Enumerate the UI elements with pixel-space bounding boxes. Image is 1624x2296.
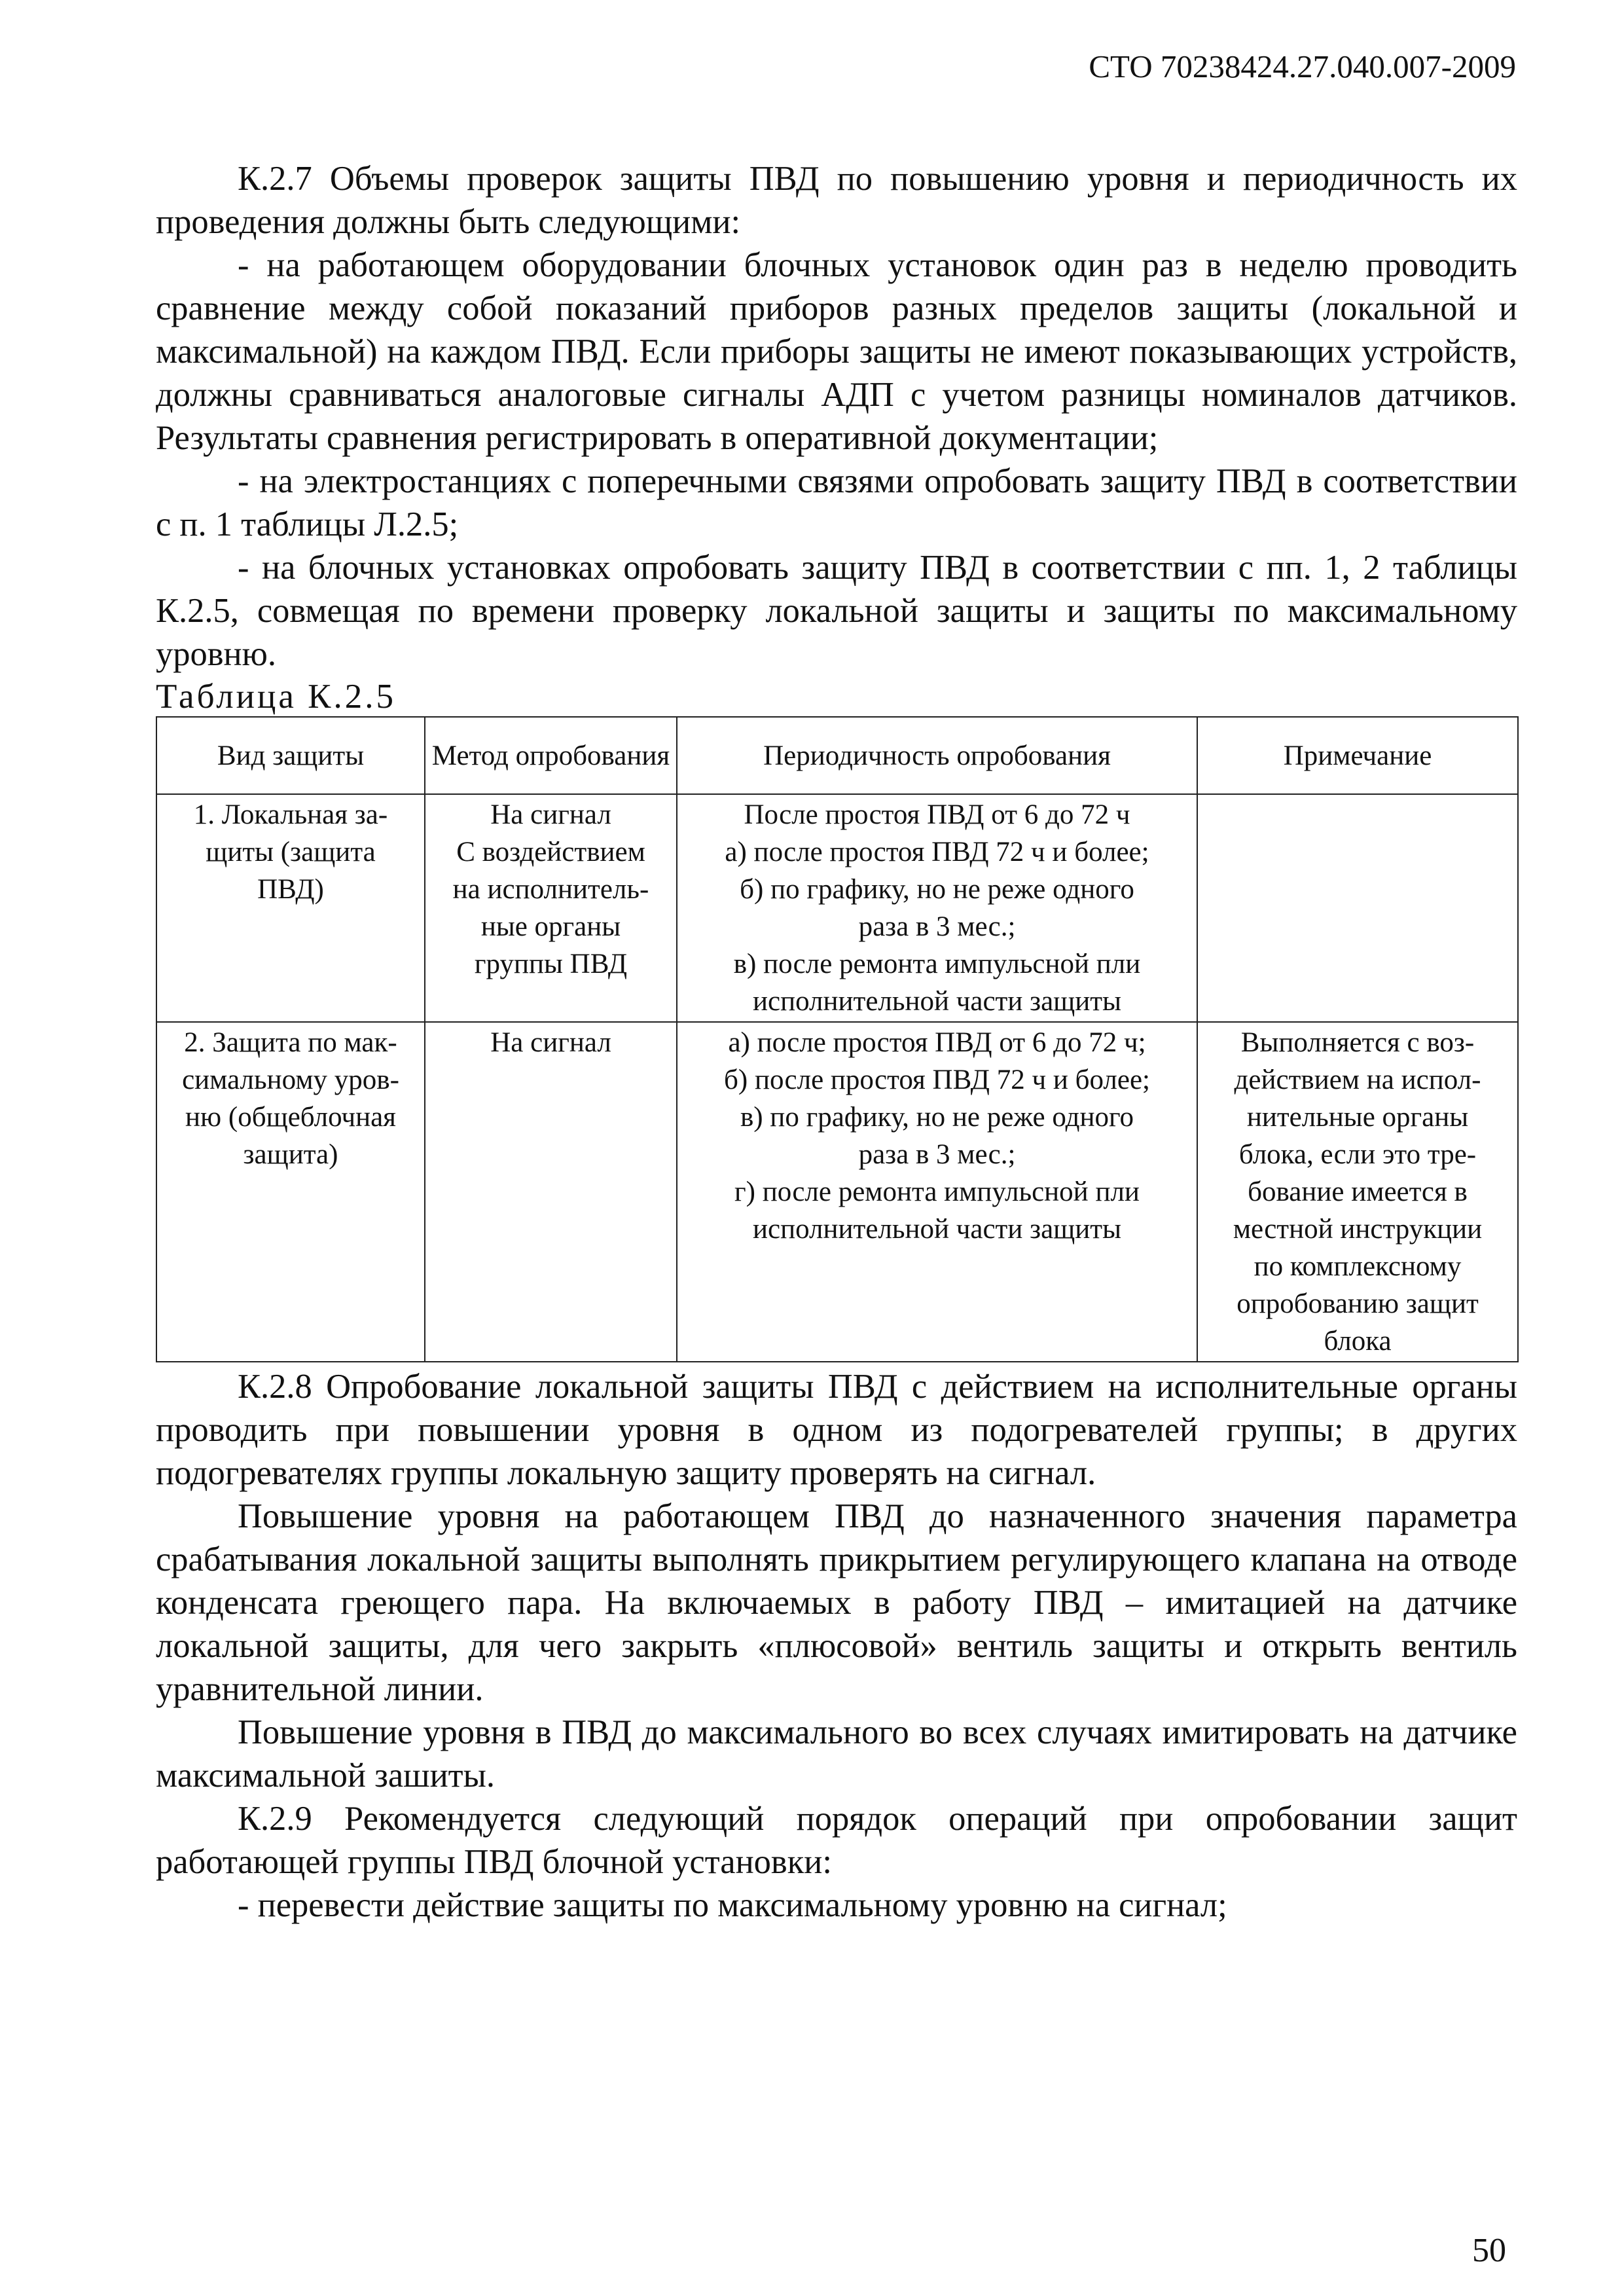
table-row	[156, 794, 1518, 1022]
paragraph-k27-item2: - на электростанциях с поперечными связями опробовать защиту ПВД в соответствии с п. 1 таблицы Л.2.5;	[156, 462, 1517, 543]
paragraph-k27-intro: К.2.7 Объемы проверок защиты ПВД по повышению уровня и периодичность их проведения должны быть следующими:	[156, 160, 1517, 241]
header-periodicity: Периодичность опробования	[677, 717, 1197, 794]
cell-protection-type: 1. Локальная за- щиты (защита ПВД)	[156, 794, 425, 1022]
cell-note: Выполняется с воз- действием на испол- нительные органы блока, если это тре- бование имеется в местной инструкции по комплексному опробованию защит блока	[1197, 1022, 1518, 1362]
paragraph-k29-item1: - перевести действие защиты по максимальному уровню на сигнал;	[238, 1886, 1227, 1924]
cell-periodicity: а) после простоя ПВД от 6 до 72 ч; б) после простоя ПВД 72 ч и более; в) по графику, но не реже одного раза в 3 мес.; г) после ремонта импульсной пли исполнительной части защиты	[677, 1022, 1197, 1362]
table-caption: Таблица К.2.5	[156, 678, 397, 716]
paragraph-k27-item1: - на работающем оборудовании блочных установок один раз в неделю проводить сравнение между собой показаний приборов разных пределов защиты (локальной и максимальной) на каждом ПВД. Если приборы защиты не имеют показывающих устройств, должны сравниваться аналоговые сигналы АДП с учетом разницы номиналов датчиков. Результаты сравнения регистрировать в оперативной документации;	[156, 246, 1517, 457]
cell-test-method: На сигнал	[425, 1022, 677, 1362]
table-row	[156, 1022, 1518, 1362]
paragraph-k27-item3: - на блочных установках опробовать защиту ПВД в соответствии с пп. 1, 2 таблицы К.2.5, совмещая по времени проверку локальной защиты и защиты по максимальному уровню.	[156, 549, 1517, 673]
section-k28	[156, 1365, 1517, 1797]
table-header-row	[156, 717, 1518, 794]
cell-protection-type: 2. Защита по мак- симальному уров- ню (общеблочная защита)	[156, 1022, 425, 1362]
cell-test-method: На сигнал С воздействием на исполнитель- ные органы группы ПВД	[425, 794, 677, 1022]
paragraph-k28-1: К.2.8 Опробование локальной защиты ПВД с действием на исполнительные органы проводить при повышении уровня в одном из подогревателей группы; в других подогревателях группы локальную защиту проверять на сигнал.	[156, 1368, 1517, 1492]
header-test-method: Метод опробования	[425, 717, 677, 794]
page-number: 50	[1472, 2232, 1506, 2269]
cell-periodicity: После простоя ПВД от 6 до 72 ч а) после простоя ПВД 72 ч и более; б) по графику, но не реже одного раза в 3 мес.; в) после ремонта импульсной пли исполнительной части защиты	[677, 794, 1197, 1022]
paragraph-k28-2: Повышение уровня на работающем ПВД до назначенного значения параметра срабатывания локальной защиты выполнять прикрытием регулирующего клапана на отводе конденсата греющего пара. На включаемых в работу ПВД – имитацией на датчике локальной защиты, для чего закрыть «плюсовой» вентиль защиты и открыть вентиль уравнительной линии.	[156, 1497, 1517, 1708]
protection-table	[156, 716, 1519, 1362]
paragraph-k28-3: Повышение уровня в ПВД до максимального во всех случаях имитировать на датчике максимальной зашиты.	[156, 1713, 1517, 1795]
page-body	[156, 157, 1517, 1927]
cell-note-empty	[1197, 794, 1518, 1022]
document-code: СТО 70238424.27.040.007-2009	[1089, 48, 1516, 84]
header-protection-type: Вид защиты	[156, 717, 425, 794]
header-note: Примечание	[1197, 717, 1518, 794]
paragraph-k29-1: К.2.9 Рекомендуется следующий порядок операций при опробовании защит работающей группы ПВД блочной установки:	[156, 1800, 1517, 1881]
